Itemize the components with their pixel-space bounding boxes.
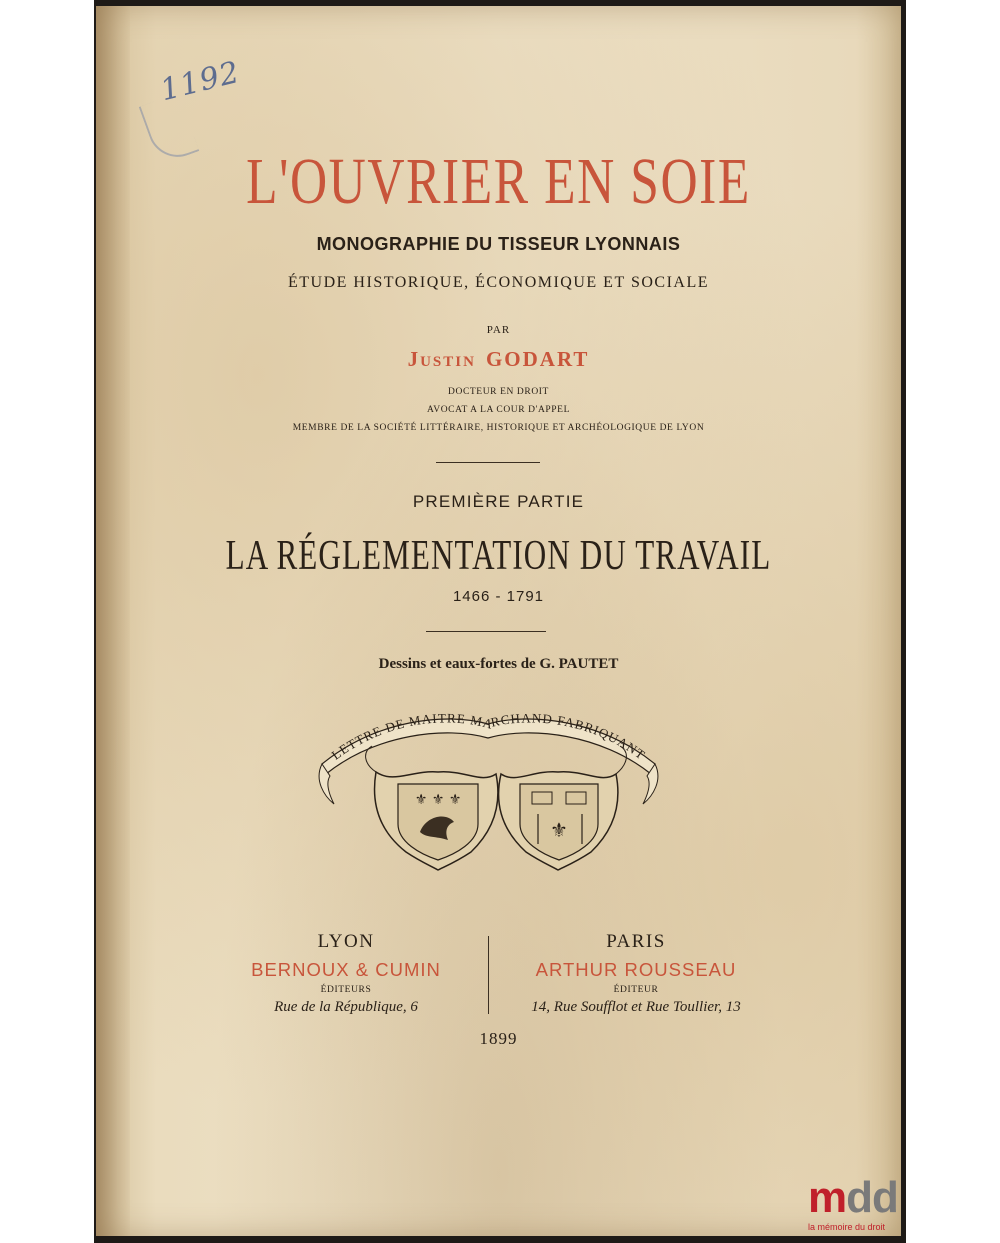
by-label: PAR bbox=[486, 324, 511, 336]
publisher-right-role: ÉDITEUR bbox=[613, 985, 659, 995]
illustrations-credit: Dessins et eaux-fortes de G. PAUTET bbox=[378, 656, 619, 672]
book-cover bbox=[96, 6, 901, 1236]
mdd-logo-tagline: la mémoire du droit bbox=[808, 1222, 886, 1232]
emblem-banner-text: LETTRE DE MAITRE MARCHAND FABRIQUANT bbox=[328, 712, 649, 763]
publisher-left-role: ÉDITEURS bbox=[320, 985, 372, 995]
mdd-watermark-logo bbox=[808, 1173, 908, 1232]
mdd-logo-mark: mdd bbox=[808, 1173, 898, 1222]
publisher-left-address: Rue de la République, 6 bbox=[274, 999, 418, 1015]
author-credential-2: AVOCAT A LA COUR D'APPEL bbox=[427, 405, 570, 415]
publisher-left-city: LYON bbox=[317, 931, 375, 952]
date-range: 1466 - 1791 bbox=[452, 588, 545, 605]
publisher-right-address: 14, Rue Soufflot et Rue Toullier, 13 bbox=[531, 999, 741, 1015]
author-credential-1: DOCTEUR EN DROIT bbox=[448, 387, 549, 397]
author-first-name: Justin bbox=[407, 347, 476, 371]
publication-year: 1899 bbox=[479, 1029, 518, 1048]
coat-of-arms-emblem bbox=[316, 712, 661, 872]
shelfmark-annotation: 1192 bbox=[156, 54, 244, 109]
divider-rule bbox=[426, 631, 546, 632]
spine-shadow bbox=[96, 6, 130, 1236]
publisher-right-name: ARTHUR ROUSSEAU bbox=[535, 959, 737, 980]
svg-text:⚜ ⚜ ⚜: ⚜ ⚜ ⚜ bbox=[414, 792, 462, 808]
author-name bbox=[96, 347, 901, 372]
publisher-left-name: BERNOUX & CUMIN bbox=[251, 959, 441, 980]
author-last-name: GODART bbox=[485, 347, 590, 371]
author-credential-3: MEMBRE DE LA SOCIÉTÉ LITTÉRAIRE, HISTORIQUE ET ARCHÉOLOGIQUE DE LYON bbox=[292, 423, 705, 433]
part-label: PREMIÈRE PARTIE bbox=[412, 492, 585, 511]
part-title: LA RÉGLEMENTATION DU TRAVAIL bbox=[225, 533, 772, 579]
svg-text:⚜: ⚜ bbox=[550, 818, 568, 842]
divider-rule bbox=[436, 462, 540, 463]
publisher-divider bbox=[488, 936, 489, 1014]
book-title: L'OUVRIER EN SOIE bbox=[246, 145, 751, 218]
publisher-right-city: PARIS bbox=[606, 931, 666, 952]
book-subtitle-secondary: ÉTUDE HISTORIQUE, ÉCONOMIQUE ET SOCIALE bbox=[288, 274, 709, 291]
book-subtitle: MONOGRAPHIE DU TISSEUR LYONNAIS bbox=[316, 234, 681, 254]
